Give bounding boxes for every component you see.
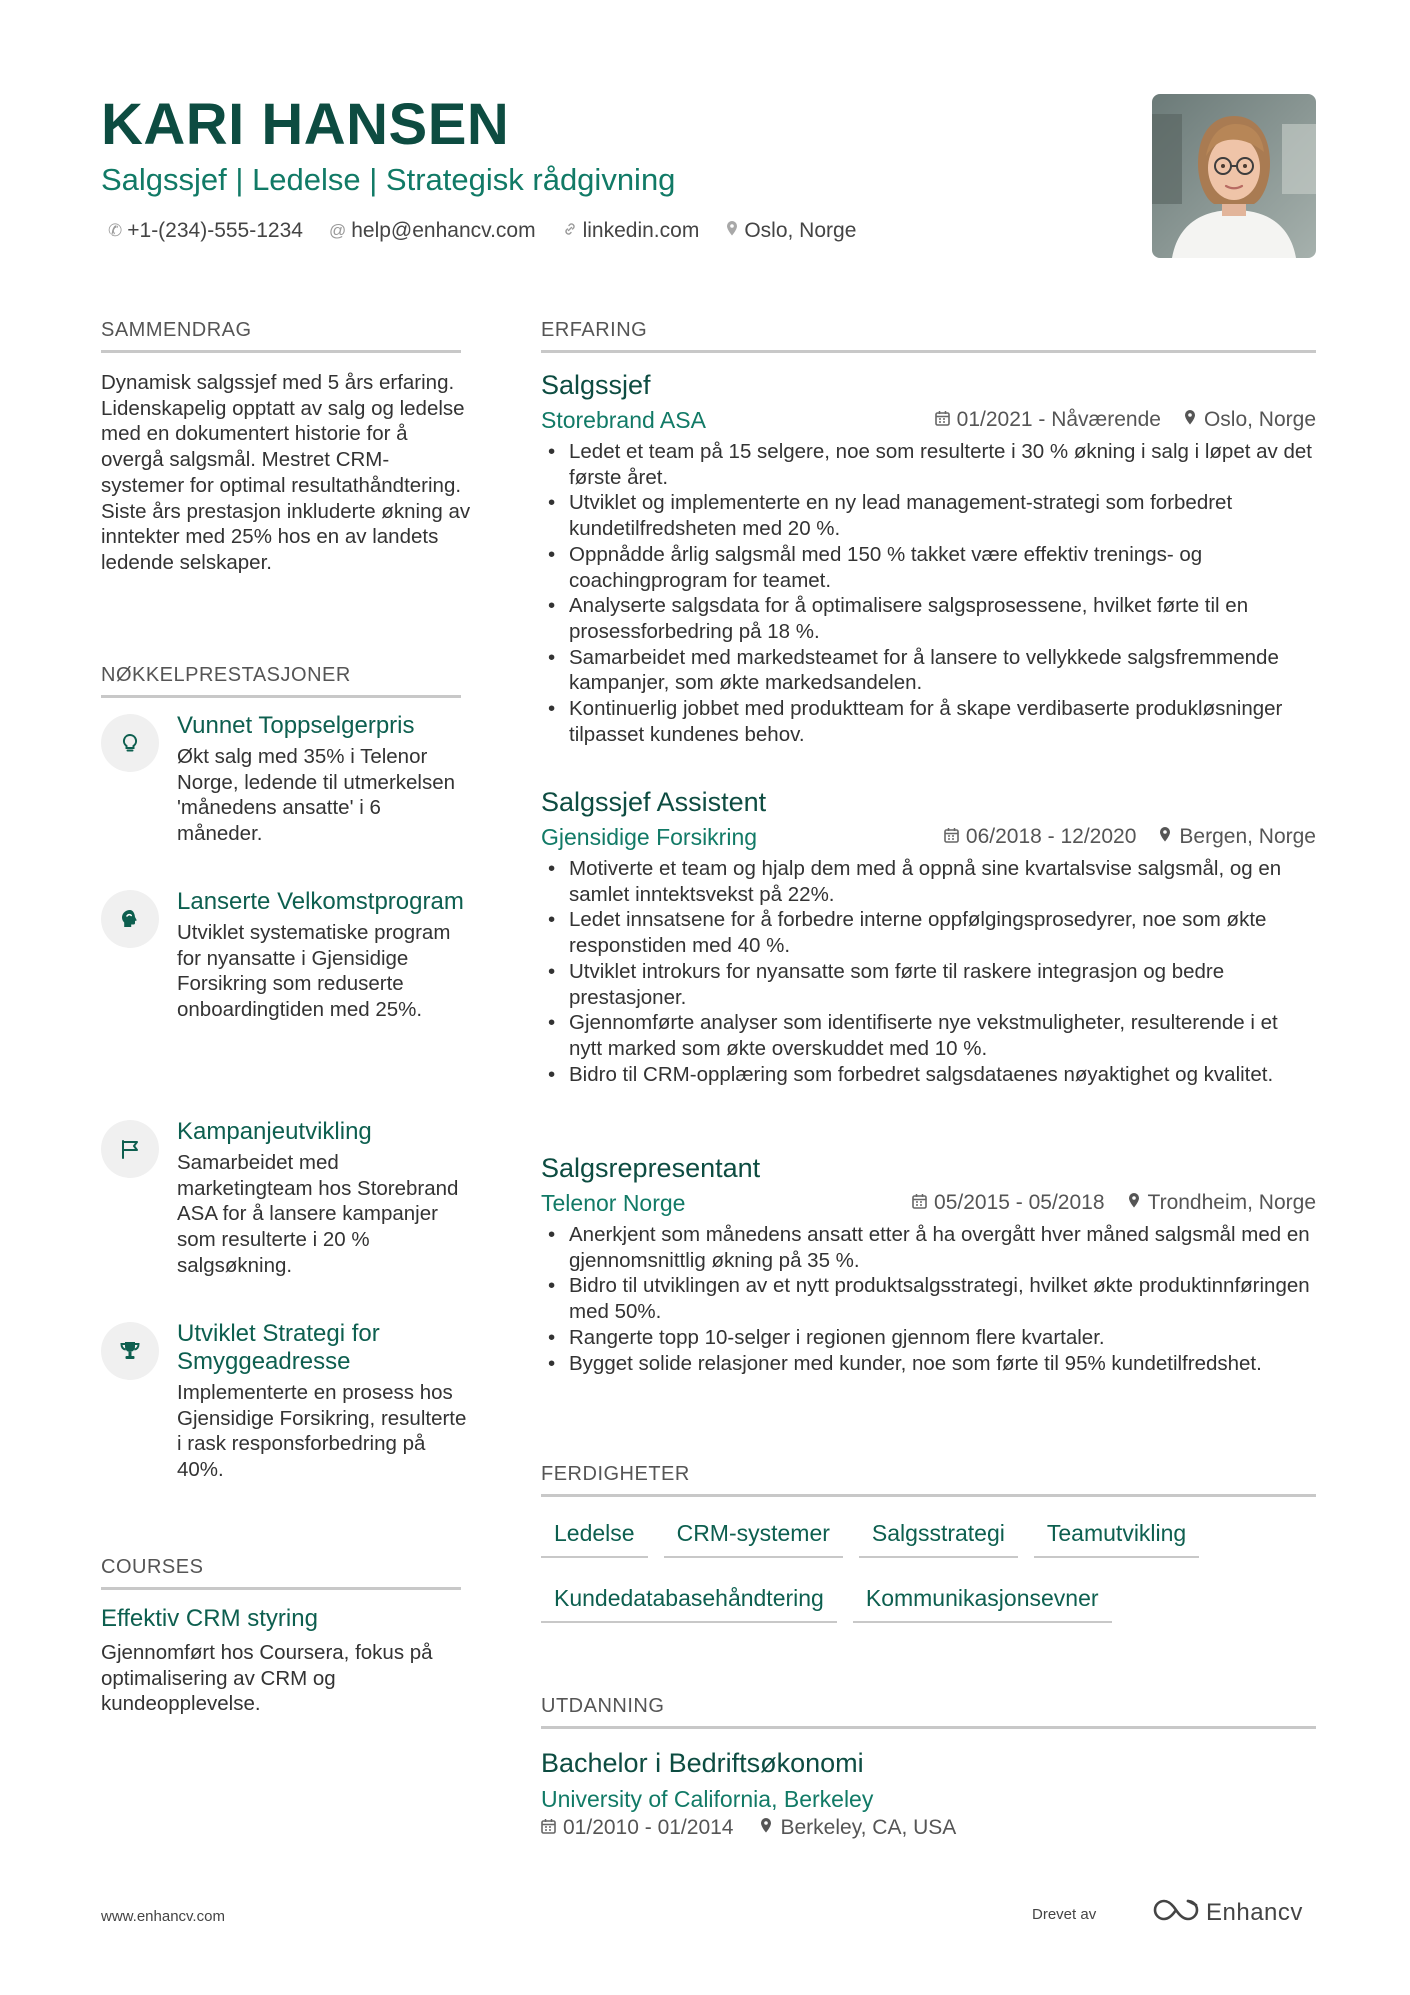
company-name: Telenor Norge [541,1189,686,1216]
trophy-icon [101,1322,159,1380]
skill-tag: Kommunikasjonsevner [853,1583,1112,1623]
footer-brand: Enhancv [1206,1898,1303,1926]
skill-tag: Kundedatabasehåndtering [541,1583,837,1623]
course-desc: Gjennomført hos Coursera, fokus på optimalisering av CRM og kundeopplevelse. [101,1641,433,1716]
job-dates: 01/2021 - Nåværende [956,408,1161,431]
location-icon [725,220,739,242]
bullet-item: • Oppnådde årlig salgsmål med 150 % takket være effektiv trenings- og coachingprogram for teamet. [541,542,1316,593]
job-bullets [541,439,1316,747]
bullet-item: • Bidro til CRM-opplæring som forbedret salgsdataenes nøyaktighet og kvalitet. [541,1062,1316,1088]
at-icon: @ [328,221,347,240]
job-bullets [541,856,1316,1087]
enhancv-logo[interactable] [1152,1897,1303,1928]
experience-entry [541,368,1316,747]
job-bullets [541,1222,1316,1376]
lightbulb-icon [101,714,159,772]
achievement-desc: Økt salg med 35% i Telenor Norge, ledende til utmerkelsen 'månedens ansatte' i 6 måneder. [177,745,456,846]
job-dates: 05/2015 - 05/2018 [934,1191,1105,1214]
bullet-item: • Ledet innsatsene for å forbedre interne oppfølgingsprosedyrer, noe som økte responstiden med 40 %. [541,907,1316,958]
achievement-item [101,1320,471,1500]
achievement-title: Vunnet Toppselgerpris [177,712,415,739]
skill-tag: Teamutvikling [1034,1518,1199,1558]
achievement-desc: Utviklet systematiske program for nyansatte i Gjensidige Forsikring som reduserte onboardingtiden med 25%. [177,921,451,1022]
profile-photo [1152,94,1316,258]
phone-text: +1-(234)-555-1234 [127,219,303,242]
calendar-icon [935,410,950,431]
experience-entry [541,1151,1316,1376]
bullet-item: • Anerkjent som månedens ansatt etter å ha overgått hver måned salgsmål med en gjennomsnittlig økning på 35 %. [541,1222,1316,1273]
education-location: Berkeley, CA, USA [780,1816,957,1839]
calendar-icon [912,1193,927,1214]
contact-email[interactable] [329,219,536,243]
summary-section-title: SAMMENDRAG [101,319,461,353]
bullet-item: • Analyserte salgsdata for å optimalisere salgsprosessene, hvilket førte til en prosessforbedring på 18 %. [541,593,1316,644]
location-icon [759,1817,773,1839]
achievement-desc: Samarbeidet med marketingteam hos Storebrand ASA for å lansere kampanjer som resulterte i 20 % salgsøkning. [177,1151,459,1277]
location-icon [1127,1192,1141,1214]
infinity-logo-icon [1152,1897,1200,1928]
contact-bar [108,219,882,243]
headline: Salgssjef | Ledelse | Strategisk rådgivning [101,162,676,197]
achievement-item [101,712,471,862]
bullet-item: • Motiverte et team og hjalp dem med å oppnå sine kvartalsvise salgsmål, og en samlet inntektsvekst på 22%. [541,856,1316,907]
job-title: Salgssjef [541,370,651,400]
job-location: Trondheim, Norge [1147,1191,1316,1214]
achievement-item [101,1118,471,1293]
calendar-icon [541,1818,556,1839]
footer-url[interactable]: www.enhancv.com [101,1908,225,1925]
job-location: Bergen, Norge [1179,825,1316,848]
job-title: Salgsrepresentant [541,1153,761,1183]
achievements-section-title: NØKKELPRESTASJONER [101,664,461,698]
bullet-item: • Samarbeidet med markedsteamet for å lansere to vellykkede salgsfremmende kampanjer, som økte markedsandelen. [541,645,1316,696]
bullet-item: • Bygget solide relasjoner med kunder, noe som førte til 95% kundetilfredshet. [541,1351,1316,1377]
bullet-item: • Rangerte topp 10-selger i regionen gjennom flere kvartaler. [541,1325,1316,1351]
job-title: Salgssjef Assistent [541,787,767,817]
bullet-item: • Utviklet og implementerte en ny lead management-strategi som forbedret kundetilfredsheten med 20 %. [541,490,1316,541]
location-icon [1183,409,1197,431]
skill-tag: CRM-systemer [664,1518,843,1558]
job-location: Oslo, Norge [1203,408,1316,431]
footer-powered-by: Drevet av [1032,1906,1097,1923]
achievement-title: Lanserte Velkomstprogram [177,888,464,915]
job-dates: 06/2018 - 12/2020 [965,825,1137,848]
education-section-title: UTDANNING [541,1695,1316,1729]
education-meta [541,1816,982,1840]
skill-tag: Salgsstrategi [859,1518,1018,1558]
flag-icon [101,1120,159,1178]
experience-section-title: ERFARING [541,319,1316,353]
skills-section-title: FERDIGHETER [541,1463,1316,1497]
summary-text: Dynamisk salgssjef med 5 års erfaring. Lidenskapelig opptatt av salg og ledelse med en dokumentert historie for å overgå salgsmål. Mestret CRM-systemer for optimal resultathåndtering. Siste års prestasjon inkluderte økning av inntekter med 25% hos en av landets ledende selskaper. [101,371,471,574]
experience-entry [541,785,1316,1087]
contact-location [725,219,856,243]
achievement-item [101,888,471,1088]
skills-list [541,1518,1316,1648]
courses-section-title: COURSES [101,1556,461,1590]
candidate-name: KARI HANSEN [101,92,510,157]
company-name: Storebrand ASA [541,406,706,433]
bullet-item: • Gjennomførte analyser som identifiserte nye vekstmuligheter, resulterende i et nytt marked som økte overskuddet med 10 %. [541,1010,1316,1061]
link-icon [562,221,578,242]
achievement-title: Kampanjeutvikling [177,1118,372,1145]
skill-tag: Ledelse [541,1518,648,1558]
achievement-title: Utviklet Strategi for Smyggeadresse [177,1320,380,1375]
course-title: Effektiv CRM styring [101,1605,318,1632]
brain-icon [101,890,159,948]
bullet-item: • Utviklet introkurs for nyansatte som førte til raskere integrasjon og bedre prestasjoner. [541,959,1316,1010]
bullet-item: • Bidro til utviklingen av et nytt produktsalgsstrategi, hvilket økte produktinnføringen med 50%. [541,1273,1316,1324]
education-school: University of California, Berkeley [541,1786,874,1812]
phone-icon: ✆ [108,221,123,240]
location-icon [1158,826,1172,848]
bullet-item: • Kontinuerlig jobbet med produktteam for å skape verdibaserte produkløsninger tilpasset kundenes behov. [541,696,1316,747]
contact-linkedin[interactable] [562,219,700,243]
education-degree: Bachelor i Bedriftsøkonomi [541,1748,864,1778]
bullet-item: • Ledet et team på 15 selgere, noe som resulterte i 30 % økning i salg i løpet av det første året. [541,439,1316,490]
achievement-desc: Implementerte en prosess hos Gjensidige Forsikring, resulterte i rask responsforbedring på 40%. [177,1381,467,1482]
calendar-icon [944,827,959,848]
email-text: help@enhancv.com [351,219,536,242]
contact-phone[interactable] [108,219,303,243]
company-name: Gjensidige Forsikring [541,823,758,850]
location-text: Oslo, Norge [744,219,857,242]
education-dates: 01/2010 - 01/2014 [563,1816,734,1839]
linkedin-text: linkedin.com [582,219,700,242]
